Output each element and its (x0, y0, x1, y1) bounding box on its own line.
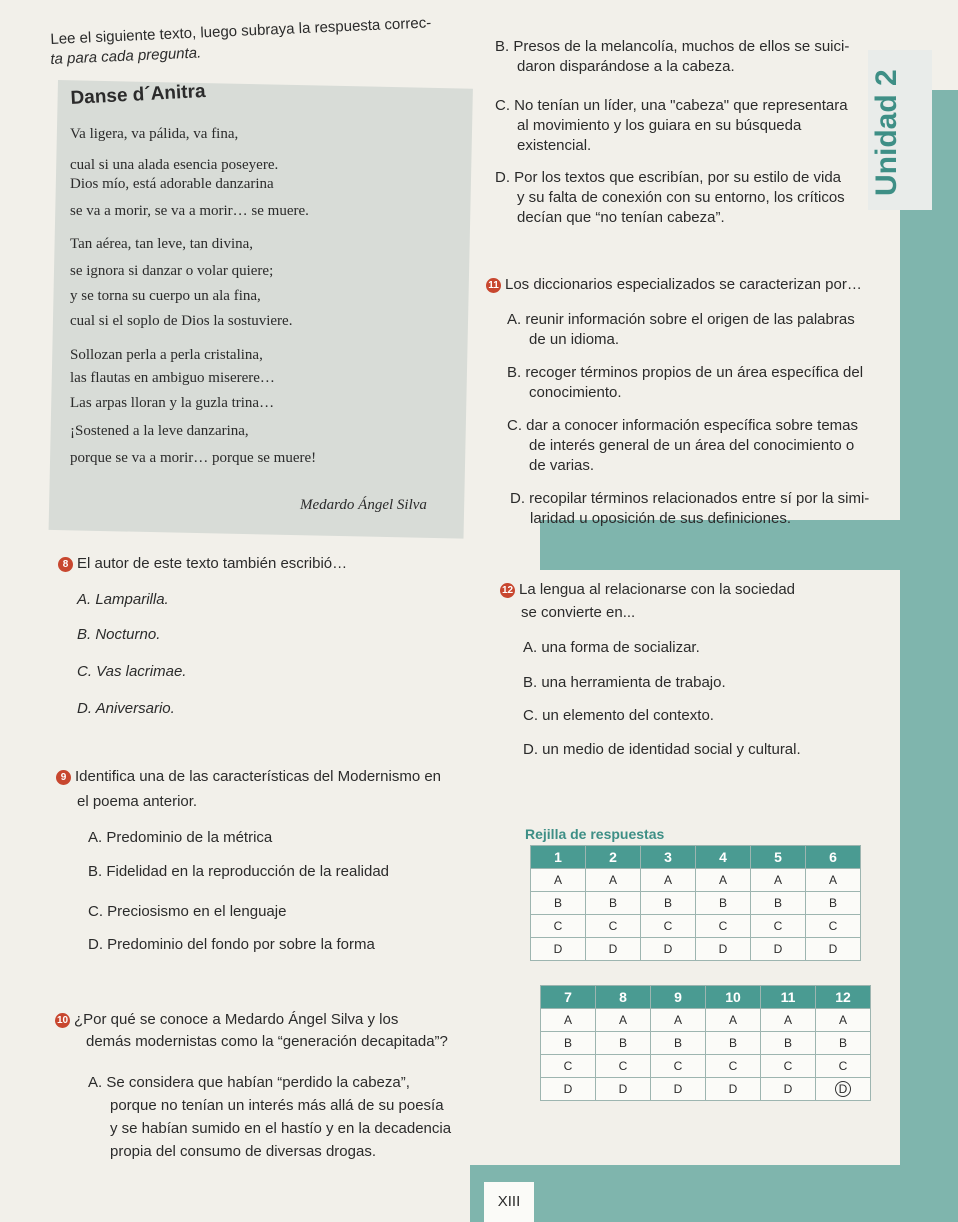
grid-cell[interactable]: B (761, 1032, 816, 1055)
poem-line: las flautas en ambiguo miserere… (70, 370, 275, 386)
grid-header: 12 (816, 986, 871, 1009)
q11-c-line: de varias. (529, 457, 595, 474)
q10-question (55, 1010, 398, 1030)
grid-cell[interactable]: C (641, 915, 696, 938)
grid-cell[interactable]: D (641, 938, 696, 961)
q8-number: 8 (58, 557, 73, 572)
q8-option-a[interactable]: A. Lamparilla. (77, 591, 169, 608)
q10-question-line-2: demás modernistas como la “generación decapitada”? (86, 1033, 448, 1050)
q11-d-line: laridad u oposición de sus definiciones. (530, 510, 791, 527)
q12-number: 12 (501, 584, 514, 596)
q10-d-line: y su falta de conexión con su entorno, los críticos (517, 189, 845, 206)
q10-c-line: existencial. (517, 137, 592, 154)
q12-text: La lengua al relacionarse con la sociedad (519, 581, 796, 598)
grid-cell[interactable]: A (651, 1009, 706, 1032)
poem-line: y se torna su cuerpo un ala fina, (70, 288, 261, 304)
grid-header: 7 (541, 986, 596, 1009)
grid-header: 8 (596, 986, 651, 1009)
q9-number: 9 (56, 770, 71, 785)
poem-line: Tan aérea, tan leve, tan divina, (70, 236, 254, 252)
grid-cell[interactable]: C (761, 1055, 816, 1078)
q11-option-b[interactable] (507, 363, 863, 403)
poem-line: ¡Sostened a la leve danzarina, (70, 423, 249, 439)
q9-question-line-2: el poema anterior. (77, 793, 198, 810)
grid-cell[interactable]: C (531, 915, 586, 938)
q10-a-line: propia del consumo de diversas drogas. (110, 1143, 376, 1160)
grid-cell[interactable]: B (596, 1032, 651, 1055)
grid-header: 6 (806, 846, 861, 869)
q11-option-c[interactable] (507, 416, 858, 476)
grid-cell[interactable]: C (706, 1055, 761, 1078)
instruction-line-2: ta para cada pregunta. (50, 44, 202, 68)
grid-cell[interactable]: B (541, 1032, 596, 1055)
q10-a-line: y se habían sumido en el hastío y en la decadencia (110, 1120, 452, 1137)
q12-question-line-2: se convierte en... (521, 604, 636, 621)
grid-cell[interactable]: D (761, 1078, 816, 1101)
q12-option-d[interactable]: D. un medio de identidad social y cultural. (523, 741, 801, 758)
page-number: XIII (484, 1182, 534, 1222)
q10-c-line: al movimiento y los guiara en su búsqueda (517, 117, 802, 134)
grid-header: 1 (531, 846, 586, 869)
teal-band-right (900, 90, 958, 1170)
grid-cell[interactable]: A (761, 1009, 816, 1032)
grid-cell[interactable]: C (651, 1055, 706, 1078)
q10-option-c[interactable] (495, 96, 848, 156)
poem-line: cual si el soplo de Dios la sostuviere. (70, 313, 293, 329)
q11-option-a[interactable] (507, 310, 855, 350)
grid-cell[interactable]: A (596, 1009, 651, 1032)
q8-option-d[interactable]: D. Aniversario. (77, 700, 175, 717)
q10-d-line: decían que “no tenían cabeza”. (517, 209, 725, 226)
grid-cell[interactable]: D (696, 938, 751, 961)
circled-answer: D (835, 1081, 851, 1097)
q11-text: Los diccionarios especializados se caracterizan por… (505, 276, 862, 293)
q10-option-b[interactable] (495, 37, 849, 77)
grid-cell[interactable]: B (751, 892, 806, 915)
grid-cell[interactable]: C (816, 1055, 871, 1078)
grid-cell[interactable]: D (651, 1078, 706, 1101)
poem-line: Dios mío, está adorable danzarina (70, 176, 274, 192)
poem-line: Va ligera, va pálida, va fina, (70, 126, 239, 142)
grid-cell[interactable]: A (706, 1009, 761, 1032)
q11-d-line: D. recopilar términos relacionados entre sí por la simi- (510, 490, 870, 507)
q10-option-d[interactable] (495, 168, 845, 228)
grid-cell-marked[interactable] (816, 1078, 871, 1101)
grid-cell[interactable]: A (696, 869, 751, 892)
teal-band-bottom (470, 1165, 958, 1222)
grid-cell[interactable]: A (641, 869, 696, 892)
grid-cell[interactable]: A (541, 1009, 596, 1032)
q11-b-line: conocimiento. (529, 384, 622, 401)
q9-option-d[interactable]: D. Predominio del fondo por sobre la forma (88, 936, 375, 953)
q9-option-a[interactable]: A. Predominio de la métrica (88, 829, 273, 846)
grid-header: 11 (761, 986, 816, 1009)
q10-text: ¿Por qué se conoce a Medardo Ángel Silva y los (74, 1011, 399, 1028)
q9-option-b[interactable]: B. Fidelidad en la reproducción de la realidad (88, 863, 390, 880)
q9-option-c[interactable]: C. Preciosismo en el lenguaje (88, 903, 287, 920)
q11-question (486, 275, 862, 295)
grid-header: 10 (706, 986, 761, 1009)
poem-line: se ignora si danzar o volar quiere; (70, 263, 274, 279)
grid-cell[interactable]: B (641, 892, 696, 915)
q10-c-line: C. No tenían un líder, una "cabeza" que representara (495, 97, 848, 114)
grid-header: 9 (651, 986, 706, 1009)
answer-grid-top (530, 845, 861, 961)
poem-title: Danse d´Anitra (70, 80, 207, 109)
poem-line: Sollozan perla a perla cristalina, (70, 347, 263, 363)
answer-grid-title: Rejilla de respuestas (525, 826, 665, 842)
q10-number: 10 (56, 1014, 69, 1026)
instruction-line-1: Lee el siguiente texto, luego subraya la respuesta correc- (50, 14, 432, 48)
poem-line: cual si una alada esencia poseyere. (70, 157, 279, 173)
grid-cell[interactable]: C (806, 915, 861, 938)
grid-header: 2 (586, 846, 641, 869)
grid-cell[interactable]: C (696, 915, 751, 938)
q12-option-a[interactable]: A. una forma de socializar. (523, 639, 700, 656)
unit-label: Unidad 2 (870, 69, 903, 196)
q8-option-b[interactable]: B. Nocturno. (77, 626, 161, 643)
q10-option-a[interactable] (88, 1073, 451, 1162)
grid-cell[interactable]: C (541, 1055, 596, 1078)
q12-question (500, 580, 795, 600)
q10-b-line: B. Presos de la melancolía, muchos de ellos se suici- (495, 38, 850, 55)
poem-author: Medardo Ángel Silva (300, 497, 427, 513)
grid-cell[interactable]: C (596, 1055, 651, 1078)
grid-cell[interactable]: D (541, 1078, 596, 1101)
grid-cell[interactable]: D (586, 938, 641, 961)
grid-cell[interactable]: D (706, 1078, 761, 1101)
grid-cell[interactable]: B (816, 1032, 871, 1055)
grid-header: 5 (751, 846, 806, 869)
poem-line: Las arpas lloran y la guzla trina… (70, 395, 275, 411)
q11-number: 11 (486, 278, 501, 293)
q11-c-line: de interés general de un área del conocimiento o (529, 437, 855, 454)
q11-a-line: de un idioma. (529, 331, 620, 348)
grid-cell[interactable]: B (806, 892, 861, 915)
grid-cell[interactable]: C (751, 915, 806, 938)
q8-text: El autor de este texto también escribió… (77, 555, 348, 572)
q10-a-line: A. Se considera que habían “perdido la cabeza”, (88, 1074, 410, 1091)
q11-a-line: A. reunir información sobre el origen de las palabras (507, 311, 855, 328)
poem-line: se va a morir, se va a morir… se muere. (70, 203, 309, 219)
q11-b-line: B. recoger términos propios de un área específica del (507, 364, 864, 381)
q11-option-d[interactable] (510, 489, 869, 529)
grid-header: 4 (696, 846, 751, 869)
grid-cell[interactable]: D (531, 938, 586, 961)
q10-a-line: porque no tenían un interés más allá de su poesía (110, 1097, 444, 1114)
grid-cell[interactable]: A (806, 869, 861, 892)
q8-option-c[interactable]: C. Vas lacrimae. (77, 663, 187, 680)
grid-cell[interactable]: B (586, 892, 641, 915)
grid-cell[interactable]: B (651, 1032, 706, 1055)
grid-cell[interactable]: B (531, 892, 586, 915)
poem-line: porque se va a morir… porque se muere! (70, 450, 317, 466)
grid-cell[interactable]: D (751, 938, 806, 961)
grid-cell[interactable]: A (816, 1009, 871, 1032)
grid-cell[interactable]: A (751, 869, 806, 892)
q8-question (58, 554, 347, 574)
grid-cell[interactable]: A (586, 869, 641, 892)
q9-question (56, 767, 441, 787)
q10-d-line: D. Por los textos que escribían, por su estilo de vida (495, 169, 842, 186)
q12-option-c[interactable]: C. un elemento del contexto. (523, 707, 714, 724)
grid-cell[interactable]: D (596, 1078, 651, 1101)
grid-cell[interactable]: B (706, 1032, 761, 1055)
q10-b-line: daron disparándose a la cabeza. (517, 58, 735, 75)
grid-cell[interactable]: D (806, 938, 861, 961)
q11-c-line: C. dar a conocer información específica sobre temas (507, 417, 858, 434)
poem-box (49, 80, 473, 539)
grid-cell[interactable]: C (586, 915, 641, 938)
grid-header: 3 (641, 846, 696, 869)
q9-text: Identifica una de las características del Modernismo en (75, 768, 442, 785)
grid-cell[interactable]: A (531, 869, 586, 892)
grid-cell[interactable]: B (696, 892, 751, 915)
q12-option-b[interactable]: B. una herramienta de trabajo. (523, 674, 726, 691)
answer-grid-bottom (540, 985, 871, 1101)
